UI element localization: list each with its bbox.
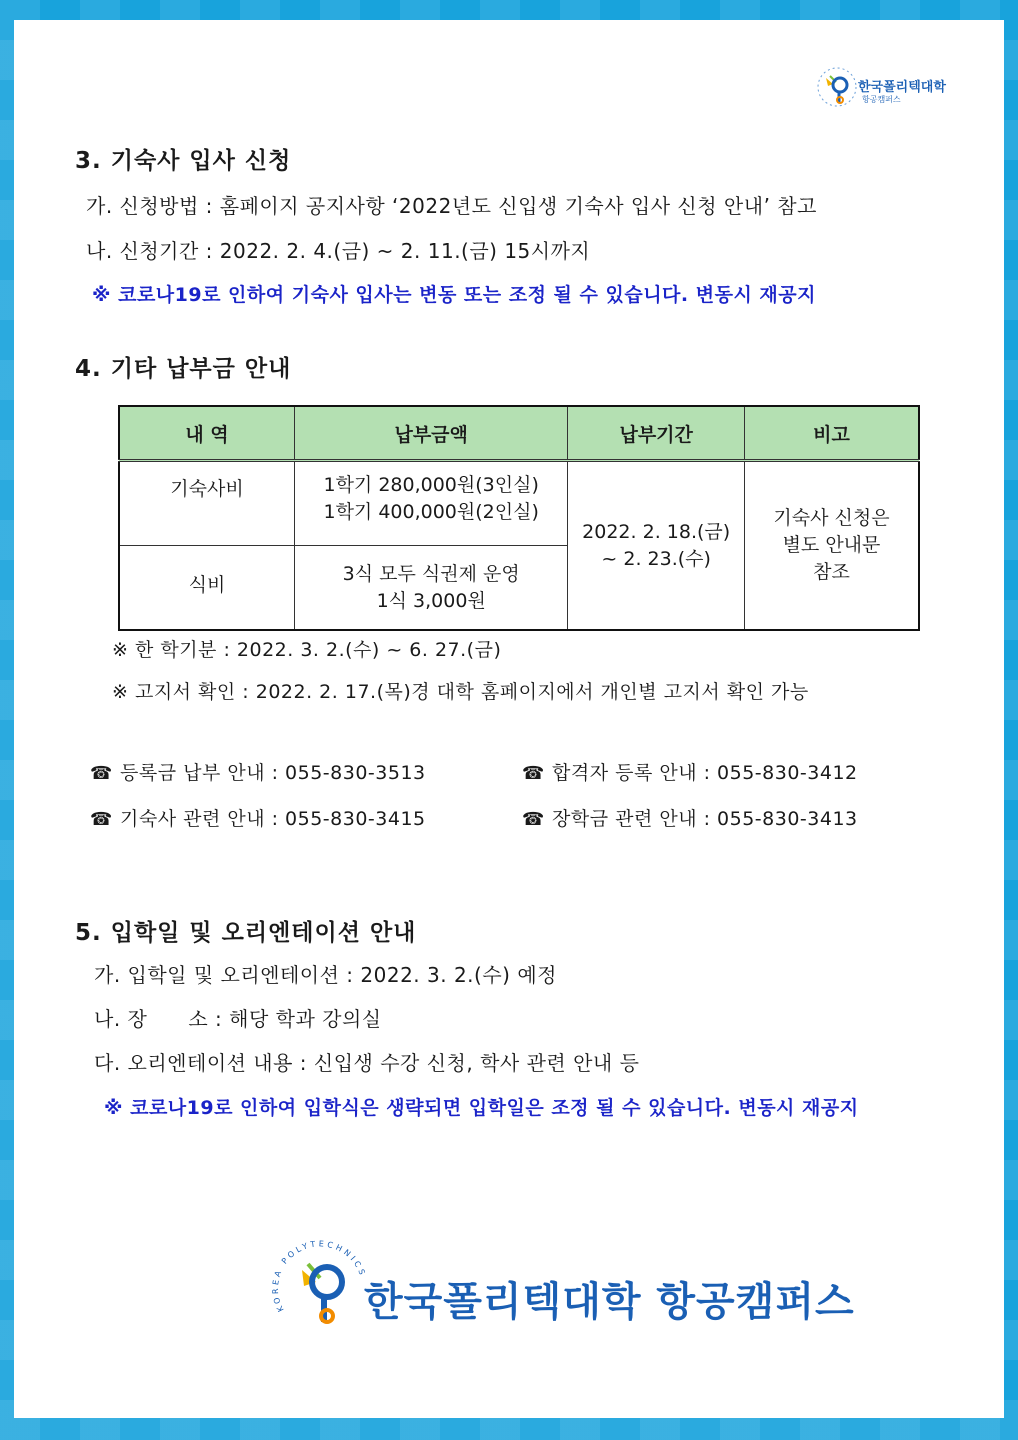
dorm-amount-3p: 1학기 280,000원(3인실) — [323, 473, 539, 496]
payment-period — [568, 461, 745, 631]
contact-scholarship — [522, 804, 858, 831]
footer-logo-name: 한국폴리텍대학 항공캠퍼스 — [364, 1279, 855, 1325]
contact-dorm-text: 기숙사 관련 안내 : 055-830-3415 — [120, 808, 426, 830]
polytech-emblem-icon — [814, 64, 860, 110]
meal-amount-line1: 3식 모두 식권제 운영 — [342, 562, 520, 585]
section4-title: 4. 기타 납부금 안내 — [75, 356, 292, 382]
fee-table-header — [119, 406, 919, 461]
section3-title: 3. 기숙사 입사 신청 — [75, 148, 292, 174]
section5-notice: ※ 코로나19로 인하여 입학식은 생략되면 입학일은 조정 될 수 있습니다. 변동시 재공지 — [104, 1097, 859, 1119]
footer-logo — [264, 1230, 855, 1340]
period-start: 2022. 2. 18.(금) — [582, 520, 731, 543]
row-meal-item — [119, 546, 295, 631]
meal-amount-line2: 1식 3,000원 — [376, 589, 486, 612]
dorm-amount-2p: 1학기 400,000원(2인실) — [323, 500, 539, 523]
contact-registration-text: 합격자 등록 안내 : 055-830-3412 — [552, 762, 858, 784]
header-remark: 비고 — [744, 406, 919, 461]
header-item: 내 역 — [119, 406, 295, 461]
header-logo-name: 한국폴리텍대학 — [858, 80, 946, 95]
meal-item-label: 식비 — [188, 574, 226, 596]
phone-icon: ☎ — [522, 809, 545, 830]
contact-registration — [522, 758, 858, 785]
section5-title: 5. 입학일 및 오리엔테이션 안내 — [75, 920, 417, 946]
remark — [744, 461, 919, 631]
fee-table — [118, 405, 920, 631]
header-logo-sub: 항공캠퍼스 — [862, 95, 901, 104]
header-period: 납부기간 — [568, 406, 745, 461]
contact-dorm — [90, 804, 426, 831]
period-end: ~ 2. 23.(수) — [601, 547, 711, 570]
row-dorm-amount — [295, 461, 568, 546]
section3-notice: ※ 코로나19로 인하여 기숙사 입사는 변동 또는 조정 될 수 있습니다. 변동시 재공지 — [92, 284, 816, 306]
header-logo — [814, 62, 954, 112]
remark-line1: 기숙사 신청은 — [773, 507, 890, 529]
contact-tuition — [90, 758, 426, 785]
bill-note: ※ 고지서 확인 : 2022. 2. 17.(목)경 대학 홈페이지에서 개인별 고지서 확인 가능 — [112, 681, 809, 703]
section5-place: 나. 장 소 : 해당 학과 강의실 — [94, 1007, 382, 1031]
section5-date: 가. 입학일 및 오리엔테이션 : 2022. 3. 2.(수) 예정 — [94, 963, 557, 987]
row-dorm-item — [119, 461, 295, 546]
phone-icon: ☎ — [522, 763, 545, 784]
logo-arc-text: KOREA POLYTECHNICS — [270, 1239, 368, 1314]
section3-method: 가. 신청방법 : 홈페이지 공지사항 ‘2022년도 신입생 기숙사 입사 신청 안내’ 참고 — [86, 194, 817, 218]
dorm-item-label: 기숙사비 — [170, 478, 244, 500]
remark-line2: 별도 안내문 — [782, 534, 881, 556]
remark-line3: 참조 — [813, 561, 850, 583]
row-meal-amount — [295, 546, 568, 631]
phone-icon: ☎ — [90, 763, 113, 784]
polytech-emblem-icon — [264, 1230, 374, 1340]
section3-period: 나. 신청기간 : 2022. 2. 4.(금) ~ 2. 11.(금) 15시까지 — [86, 239, 591, 263]
document-page — [14, 20, 1004, 1418]
contact-tuition-text: 등록금 납부 안내 : 055-830-3513 — [120, 762, 426, 784]
header-amount: 납부금액 — [295, 406, 568, 461]
semester-note: ※ 한 학기분 : 2022. 3. 2.(수) ~ 6. 27.(금) — [112, 639, 502, 661]
phone-icon: ☎ — [90, 809, 113, 830]
section5-content: 다. 오리엔테이션 내용 : 신입생 수강 신청, 학사 관련 안내 등 — [94, 1051, 640, 1075]
contact-scholarship-text: 장학금 관련 안내 : 055-830-3413 — [552, 808, 858, 830]
table-row — [119, 461, 919, 546]
